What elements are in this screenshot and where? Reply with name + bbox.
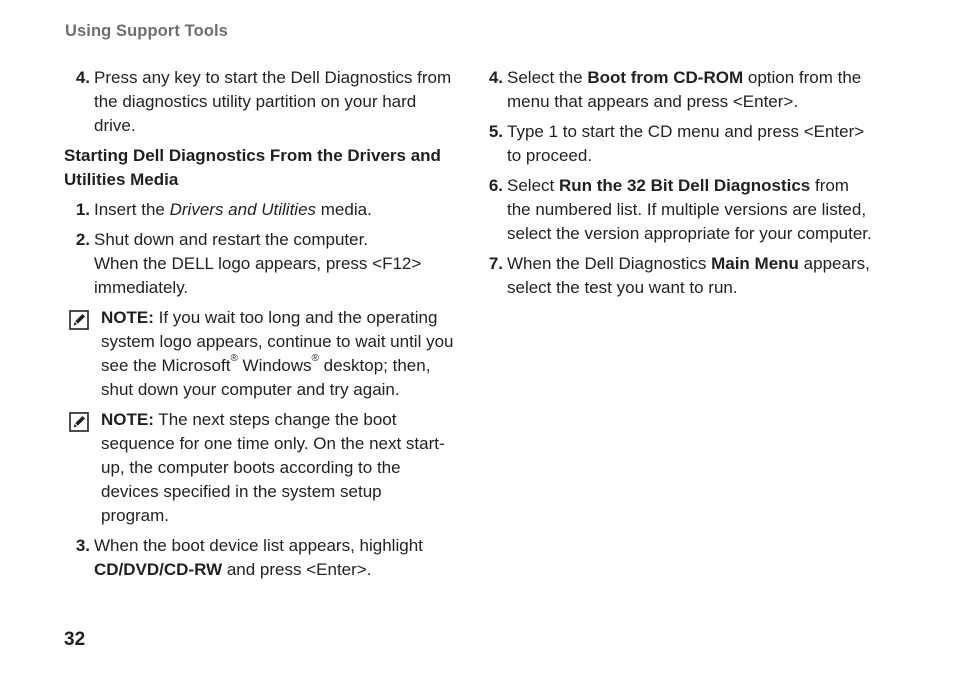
left-column [64, 66, 454, 588]
note-pencil-icon [64, 408, 101, 528]
note-2 [64, 408, 454, 528]
step-number: 3. [75, 536, 90, 555]
step-text: Shut down and restart the computer. When the DELL logo appears, press <F12> immediately. [94, 230, 422, 297]
step-text: Select the Boot from CD-ROM option from the menu that appears and press <Enter>. [507, 68, 862, 111]
page-number: 32 [64, 629, 86, 650]
step-number: 2. [75, 230, 90, 249]
right-step-4 [477, 66, 872, 114]
menu-name: Main Menu [711, 254, 799, 273]
left-step-1 [64, 198, 454, 222]
left-step-3 [64, 534, 454, 582]
right-step-6 [477, 174, 872, 246]
subheading: Starting Dell Diagnostics From the Drivers and Utilities Media [64, 146, 441, 189]
step-text: Press any key to start the Dell Diagnostics from the diagnostics utility partition on your hard drive. [94, 68, 452, 135]
right-column [477, 66, 872, 306]
note-label: NOTE: [101, 410, 154, 429]
right-step-7 [477, 252, 872, 300]
step-number: 4. [488, 68, 503, 87]
section-title: Using Support Tools [65, 22, 228, 40]
step-number: 7. [488, 254, 503, 273]
media-name: Drivers and Utilities [169, 200, 317, 219]
note-1 [64, 306, 454, 402]
menu-option: Run the 32 Bit Dell Diagnostics [558, 176, 811, 195]
step-text: When the Dell Diagnostics Main Menu appears, select the test you want to run. [507, 254, 870, 297]
step-number: 4. [75, 68, 90, 87]
right-step-5 [477, 120, 872, 168]
note-pencil-icon [64, 306, 101, 402]
note-text: NOTE: If you wait too long and the operating system logo appears, continue to wait until you see the Microsoft® Windows® desktop; then, shut down your computer and try again. [101, 308, 454, 399]
note-text: NOTE: The next steps change the boot sequence for one time only. On the next start-up, the computer boots according to the devices specified in the system setup program. [101, 410, 445, 525]
step-number: 1. [75, 200, 90, 219]
left-step-4 [64, 66, 454, 138]
left-step-2 [64, 228, 454, 300]
step-text: Select Run the 32 Bit Dell Diagnostics from the numbered list. If multiple versions are listed, select the version appropriate for your computer. [507, 176, 872, 243]
device-option: CD/DVD/CD-RW [94, 560, 223, 579]
step-text: When the boot device list appears, highlight CD/DVD/CD-RW and press <Enter>. [94, 536, 423, 579]
note-label: NOTE: [101, 308, 154, 327]
step-number: 5. [488, 122, 503, 141]
menu-option: Boot from CD-ROM [587, 68, 744, 87]
step-number: 6. [488, 176, 503, 195]
step-text: Insert the Drivers and Utilities media. [94, 200, 372, 219]
step-text: Type 1 to start the CD menu and press <Enter> to proceed. [507, 122, 865, 165]
